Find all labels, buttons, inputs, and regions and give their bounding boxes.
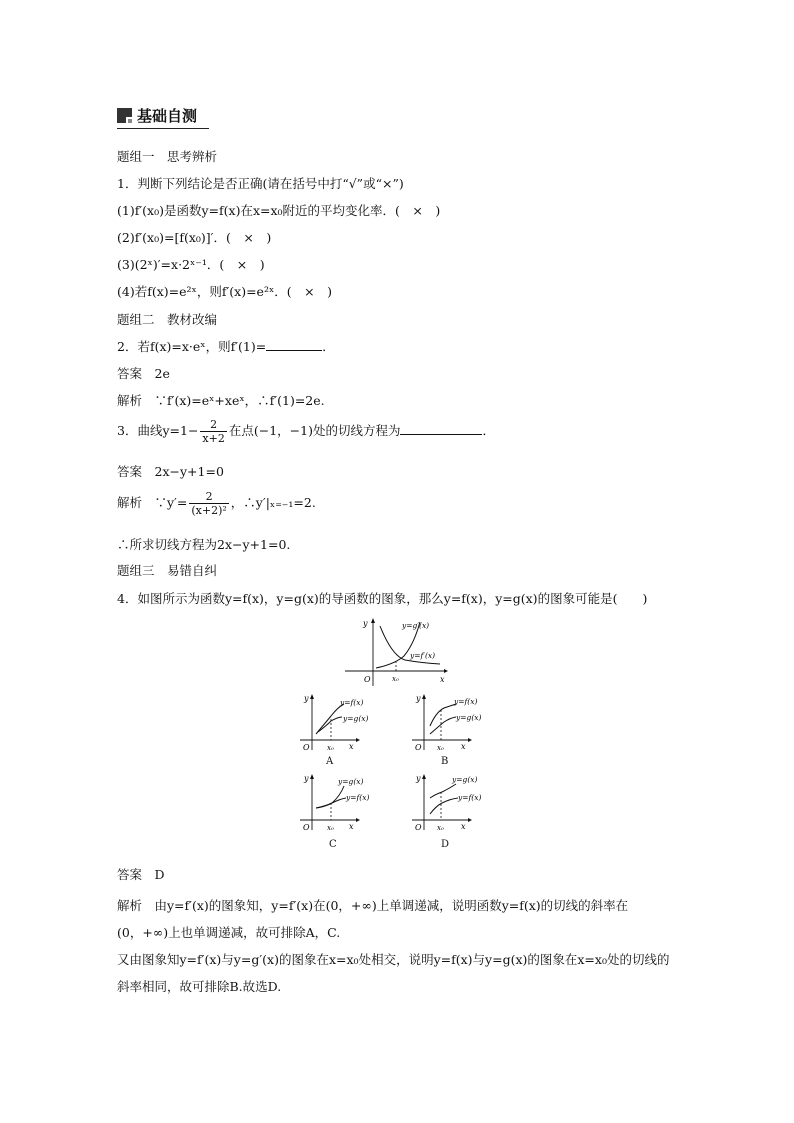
option-b-g-label: y=g(x) (456, 713, 482, 722)
option-d-g-label: y=g(x) (452, 775, 478, 784)
option-c-x0: x₀ (327, 824, 334, 832)
option-b-y-arrow-icon (422, 694, 426, 699)
option-d-g-curve (430, 784, 456, 798)
option-a-x-arrow-icon (356, 738, 360, 742)
option-b-f-label: y=f(x) (454, 697, 478, 706)
option-d-x0: x₀ (437, 824, 444, 832)
option-a-letter: A (326, 756, 334, 767)
option-c-g-label: y=g(x) (338, 777, 364, 786)
q2-stem-end: ． (322, 339, 335, 354)
q3-conclusion: ∴所求切线方程为2x−y+1=0. (117, 537, 291, 552)
q3-analysis-fraction-den: (x+2)² (191, 504, 227, 517)
q4-answer: 答案 D (117, 867, 165, 882)
origin-label: O (364, 675, 371, 684)
section-title: 基础自测 (137, 107, 198, 125)
q1-item-2: (2)f′(x₀)=[f(x₀)]′．( × ) (117, 230, 272, 245)
group2-title: 题组二 教材改编 (117, 312, 218, 327)
q3-answer: 答案 2x−y+1=0 (117, 464, 224, 479)
option-b-graph (408, 692, 508, 754)
q3-fraction-num: 2 (200, 418, 226, 432)
option-a-f-label: y=f(x) (340, 698, 364, 707)
option-a-g-label: y=g(x) (343, 714, 369, 723)
option-b-x0: x₀ (437, 744, 444, 752)
q2-answer: 答案 2e (117, 366, 170, 381)
option-d-f-curve (430, 798, 458, 814)
x-axis-arrow-icon (444, 669, 448, 673)
option-d-origin: O (415, 823, 422, 832)
section-square-icon (117, 108, 132, 123)
option-b-x-label: x (461, 742, 466, 751)
q4-analysis-2: 又由图象知y=f′(x)与y=g′(x)的图象在x=x₀处相交，说明y=f(x)与y=g(x)的图象在x=x₀处的切线的斜率相同，故可排除B.故选D. (117, 952, 670, 994)
option-a-y-label: y (304, 694, 309, 703)
q4-analysis-1: 解析 由y=f′(x)的图象知，y=f′(x)在(0，+∞)上单调递减，说明函数y=f(x)的切线的斜率在(0，+∞)上也单调递减，故可排除A，C. (117, 898, 629, 940)
option-d-x-label: x (461, 822, 466, 831)
option-c-y-arrow-icon (310, 774, 314, 779)
option-a-f-curve (316, 704, 344, 734)
option-b-y-label: y (416, 694, 421, 703)
derivative-graph (340, 616, 450, 688)
option-b-x-arrow-icon (468, 738, 472, 742)
option-d-y-arrow-icon (422, 774, 426, 779)
q1-item-1: (1)f′(x₀)是函数y=f(x)在x=x₀附近的平均变化率．( × ) (117, 203, 441, 218)
axis-x-label: x (440, 675, 445, 684)
q1-item-4: (4)若f(x)=e²ˣ，则f′(x)=e²ˣ．( × ) (117, 284, 332, 299)
x0-label: x₀ (392, 675, 399, 683)
option-b-origin: O (415, 743, 422, 752)
option-b-letter: B (441, 756, 449, 767)
q3-analysis (117, 490, 316, 517)
option-a-x-label: x (349, 742, 354, 751)
q3-stem (117, 418, 495, 445)
f-prime-label: y=f′(x) (410, 651, 436, 660)
option-a-graph (296, 692, 396, 754)
option-c-f-label: y=f(x) (346, 793, 370, 802)
q2-stem-text: 2．若f(x)=x·eˣ，则f′(1)= (117, 339, 267, 354)
q2-analysis: 解析 ∵f′(x)=eˣ+xeˣ，∴f′(1)=2e. (117, 393, 325, 408)
option-c-graph (296, 772, 396, 834)
option-a-x0: x₀ (327, 744, 334, 752)
g-prime-label: y=g′(x) (402, 621, 430, 630)
q3-analysis-fraction-num: 2 (189, 490, 228, 504)
q3-analysis-fraction (189, 490, 228, 517)
q1-item-3: (3)(2ˣ)′=x·2ˣ⁻¹．( × ) (117, 257, 265, 272)
option-c-y-label: y (304, 774, 309, 783)
q3-fraction-den: x+2 (202, 432, 225, 445)
q4-stem: 4．如图所示为函数y=f(x)，y=g(x)的导函数的图象，那么y=f(x)，y=g(x)的图象可能是( ) (117, 591, 648, 606)
option-a-y-arrow-icon (310, 694, 314, 699)
option-d-y-label: y (416, 774, 421, 783)
option-d-x-arrow-icon (468, 818, 472, 822)
option-c-x-label: x (349, 822, 354, 831)
option-c-letter: C (329, 839, 337, 850)
option-c-origin: O (303, 823, 310, 832)
option-c-x-arrow-icon (356, 818, 360, 822)
option-d-f-label: y=f(x) (458, 793, 482, 802)
q3-answer-blank (400, 422, 482, 435)
option-d-graph (408, 772, 508, 834)
option-a-g-curve (318, 717, 342, 732)
q3-stem-end: ． (482, 423, 495, 438)
section-header (117, 106, 209, 129)
q2-answer-blank (266, 338, 322, 351)
q2-stem (117, 338, 335, 356)
group1-title: 题组一 思考辨析 (117, 149, 218, 164)
option-a-origin: O (303, 743, 310, 752)
y-axis-arrow-icon (371, 618, 375, 623)
q3-stem-text-b: 在点(−1，−1)处的切线方程为 (228, 423, 401, 438)
q3-analysis-text-b: ，∴y′|ₓ₌₋₁=2. (230, 495, 316, 510)
axis-y-label: y (363, 619, 368, 628)
q3-stem-text-a: 3．曲线y=1− (117, 423, 199, 438)
option-b-g-curve (430, 717, 456, 734)
option-d-letter: D (441, 839, 450, 850)
q1-stem: 1．判断下列结论是否正确(请在括号中打“√”或“×”) (117, 176, 404, 191)
q3-fraction (200, 418, 226, 445)
group3-title: 题组三 易错自纠 (117, 563, 218, 578)
q3-analysis-text-a: 解析 ∵y′= (117, 495, 188, 510)
option-c-g-curve (316, 786, 344, 808)
